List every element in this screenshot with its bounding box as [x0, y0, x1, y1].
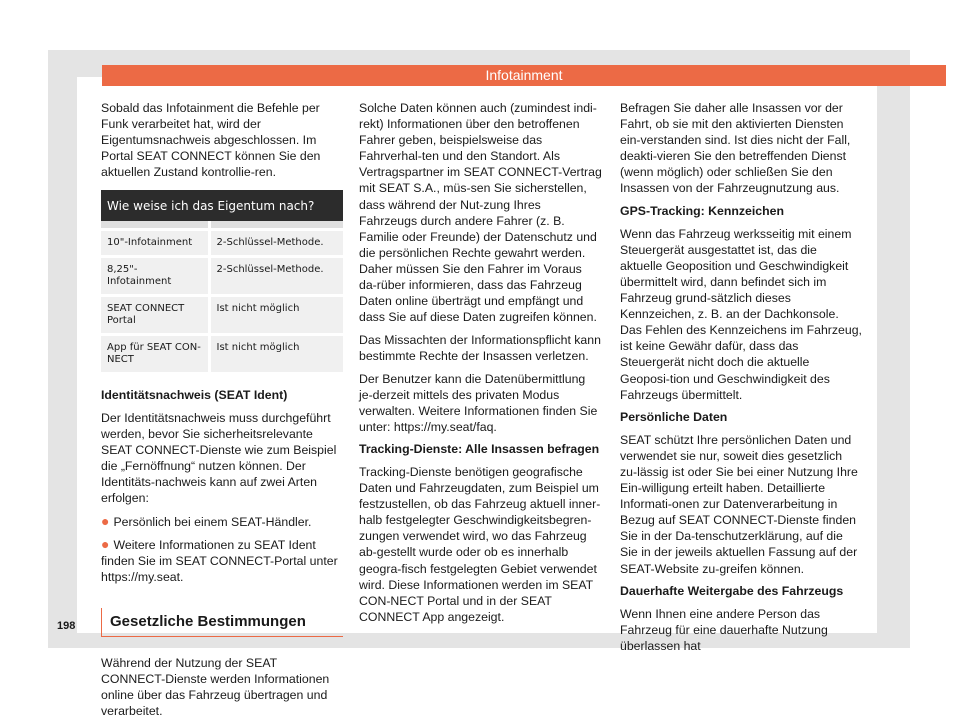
- bullet-text: Weitere Informationen zu SEAT Ident finden Sie im SEAT CONNECT-Portal unter https://my.seat.: [101, 538, 338, 585]
- gps-heading: GPS-Tracking: Kennzeichen: [620, 204, 784, 219]
- table-cell-method: 2-Schlüssel-Methode.: [209, 229, 343, 256]
- ident-heading: Identitätsnachweis (SEAT Ident): [101, 387, 288, 402]
- table-row: [101, 256, 343, 295]
- intro-paragraph: Sobald das Infotainment die Befehle per Funk verarbeitet hat, wird der Eigentumsnachweis abgeschlossen. Im Portal SEAT CONNECT können Sie den aktuellen Zustand kontrollie-ren.: [101, 101, 321, 180]
- page-number: 198: [57, 620, 76, 632]
- ownership-table: [101, 190, 343, 375]
- ident-paragraph: Der Identitätsnachweis muss durchgeführt werden, bevor Sie sicherheitsrelevante SEAT CONNECT-Dienste wie zum Beispiel die „Fernöffnung“ nutzen können. Der Identitäts-nachweis kann auf zwei Arten erfolgen:: [101, 410, 337, 506]
- table-row: [101, 295, 343, 334]
- transfer-heading: Dauerhafte Weitergabe des Fahrzeugs: [620, 584, 844, 599]
- tracking-paragraph: Tracking-Dienste benötigen geografische Daten und Fahrzeugdaten, zum Beispiel um festzustellen, ob das Fahrzeug aktuell inner-halb festgelegter Geschwindigkeitsbegren-zungen verwendet wird, wo das Fahrzeug ab-gestellt wurde oder ob es innerhalb geogra-fisch festgelegten Gebiet verwendet wird. Diese Informationen werden im SEAT CON-NECT Portal und in der SEAT CONNECT App angezeigt.: [359, 464, 601, 624]
- table-cell-device: 10"-Infotainment: [101, 229, 209, 256]
- table-cell-method: Ist nicht möglich: [209, 295, 343, 334]
- bullet-text: Persönlich bei einem SEAT-Händler.: [113, 514, 312, 529]
- personal-paragraph: SEAT schützt Ihre persönlichen Daten und verwendet sie nur, soweit dies gesetzlich zu-lässig ist oder Sie bei einer Nutzung Ihre Ein-willigung erteilt haben. Detaillierte Informati-onen zur Datenverarbeitung in Bezug auf SEAT CONNECT-Dienste finden Sie in der Da-tenschutzerklärung, auf die Sie in der jeweils aktuellen Fassung auf der SEAT-Website zu-greifen können.: [620, 432, 858, 576]
- page-header: Infotainment: [102, 65, 946, 86]
- paragraph: Solche Daten können auch (zumindest indi-rekt) Informationen über den betroffenen Fahrer geben, beispielsweise das Fahrverhal-ten und den Standort. Als Vertragspartner im SEAT CONNECT-Vertrag mit SEAT S.A., müs-sen Sie sicherstellen, dass während der Nut-zung Ihres Fahrzeugs durch andere Fahrer (z. B. Familie oder Freunde) der Datenschutz und die persönlichen Rechte gewahrt werden. Daher müssen Sie den Fahrer im Voraus da-rüber informieren, dass das Fahrzeug Daten online überträgt und empfängt und dass Sie auf diese Daten zugreifen können.: [359, 101, 602, 325]
- bullet-icon: ●: [101, 512, 110, 529]
- bullet-icon: ●: [101, 536, 110, 553]
- gps-paragraph: Wenn das Fahrzeug werksseitig mit einem Steuergerät ausgestattet ist, das die aktuelle Geoposition und Geschwindigkeit übermittelt wird, dann befindet sich im Fahrzeug grund-sätzlich dieses Kennzeichen, z. B. an der Dachkonsole. Das Fehlen des Kennzeichens im Fahrzeug, ist keine Gewähr dafür, dass das Steuergerät nicht doch die aktuelle Geoposi-tion und Geschwindigkeit des Fahrzeugs übermittelt.: [620, 226, 862, 402]
- transfer-paragraph: Wenn Ihnen eine andere Person das Fahrzeug für eine dauerhafte Nutzung überlassen hat: [620, 606, 828, 653]
- table-title: Wie weise ich das Eigentum nach?: [101, 190, 343, 221]
- table-row: [101, 229, 343, 256]
- paragraph: Der Benutzer kann die Datenübermittlung je-derzeit mittels des privaten Modus verwalten. Weitere Informationen finden Sie unter: https://my.seat/faq.: [359, 371, 598, 434]
- table-cell-device: 8,25"-Infotainment: [101, 256, 209, 295]
- table-cell-device: App für SEAT CON-NECT: [101, 334, 209, 373]
- table-cell-method: Ist nicht möglich: [209, 334, 343, 373]
- tracking-heading: Tracking-Dienste: Alle Insassen befragen: [359, 442, 600, 457]
- paragraph: Das Missachten der Informationspflicht kann bestimmte Rechte der Insassen verletzen.: [359, 332, 601, 363]
- column-2: [359, 100, 602, 631]
- table-row: [101, 334, 343, 373]
- personal-heading: Persönliche Daten: [620, 410, 728, 425]
- column-1: [101, 100, 343, 725]
- table-cell-method: 2-Schlüssel-Methode.: [209, 256, 343, 295]
- section-paragraph: Während der Nutzung der SEAT CONNECT-Dienste werden Informationen online über das Fahrzeug übertragen und verarbeitet.: [101, 655, 330, 718]
- list-item: [101, 536, 343, 585]
- section-title: Gesetzliche Bestimmungen: [101, 608, 343, 637]
- table-cell-device: SEAT CONNECT Portal: [101, 295, 209, 334]
- list-item: [101, 513, 343, 530]
- paragraph: Befragen Sie daher alle Insassen vor der Fahrt, ob sie mit den aktivierten Diensten ein-verstanden sind. Ist dies nicht der Fall, deakti-vieren Sie den betreffenden Dienst (wenn möglich) oder schließen Sie den Insassen von der Fahrzeugnutzung aus.: [620, 101, 851, 196]
- column-3: [620, 100, 862, 661]
